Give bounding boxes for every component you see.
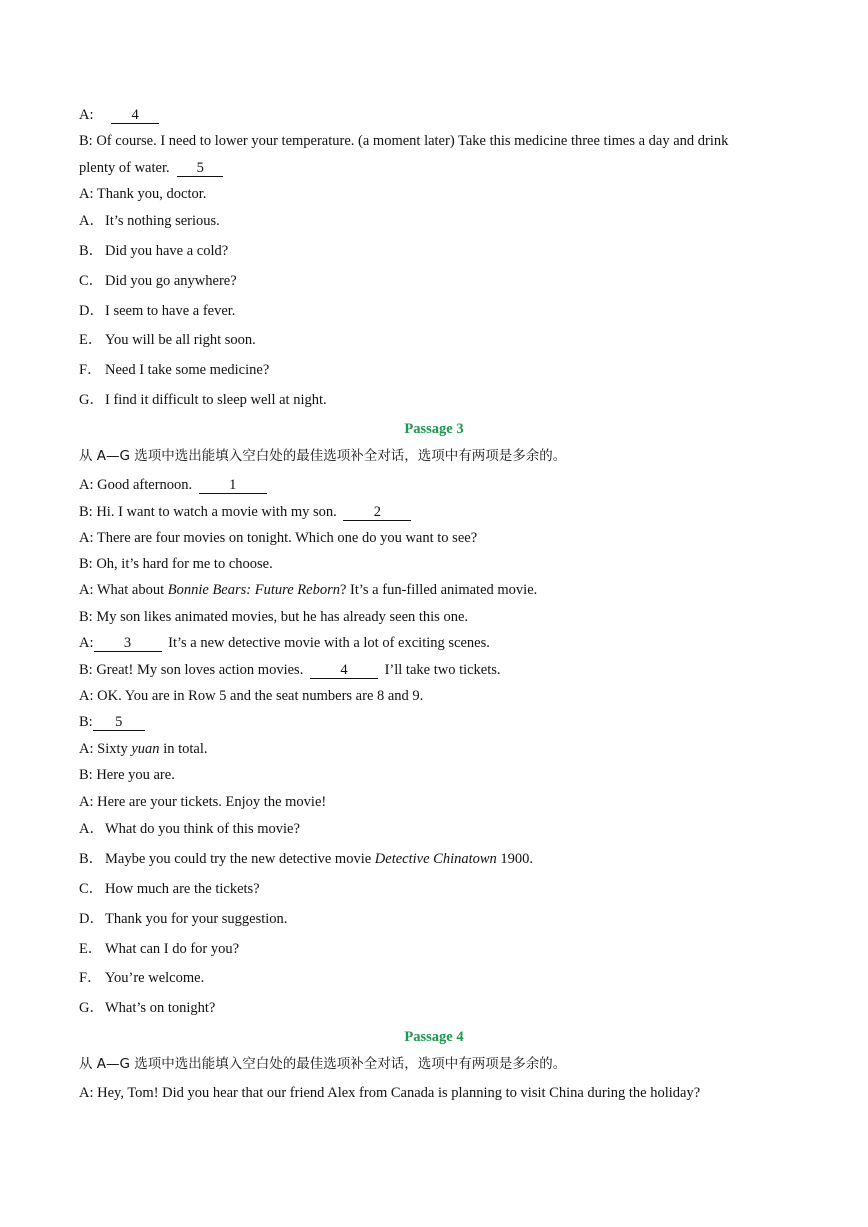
dialogue-text: Great! My son loves action movies. <box>96 662 304 678</box>
option-text: Did you have a cold? <box>105 243 229 259</box>
option-text: 1900. <box>500 851 534 867</box>
option-text: You’re welcome. <box>105 970 205 986</box>
option-item <box>79 272 237 290</box>
option-text: It’s nothing serious. <box>105 213 220 229</box>
option-letter: G． <box>79 1000 104 1016</box>
dialogue-line <box>79 793 326 811</box>
speaker: A: <box>79 635 94 651</box>
dialogue-text: Hey, Tom! Did you hear that our friend Alex from Canada is planning to visit China during the holiday? <box>97 1085 701 1101</box>
answer-blank[interactable]: 5 <box>177 161 223 177</box>
option-text: Thank you for your suggestion. <box>105 911 288 927</box>
option-text: I seem to have a fever. <box>105 303 236 319</box>
dialogue-line-b-2 <box>79 159 223 177</box>
dialogue-text: I’ll take two tickets. <box>384 662 501 678</box>
option-letter: D． <box>79 911 104 927</box>
option-text: What can I do for you? <box>105 941 240 957</box>
option-item <box>79 820 300 838</box>
dialogue-text: plenty of water. <box>79 160 170 176</box>
option-text: Did you go anywhere? <box>105 273 237 289</box>
speaker: A: <box>79 530 94 546</box>
dialogue-line <box>79 661 501 679</box>
dialogue-text: Of course. I need to lower your temperature. (a moment later) Take this medicine three times a day and drink <box>96 133 729 149</box>
dialogue-line <box>79 608 468 626</box>
passage-heading: Passage 4 <box>404 1029 464 1045</box>
option-item <box>79 391 327 409</box>
option-item <box>79 940 239 958</box>
dialogue-text: Here are your tickets. Enjoy the movie! <box>97 794 327 810</box>
answer-blank[interactable]: 2 <box>343 505 411 521</box>
option-item <box>79 850 533 868</box>
answer-blank[interactable]: 5 <box>93 715 145 731</box>
speaker: A: <box>79 582 94 598</box>
dialogue-line <box>79 529 477 547</box>
option-letter: F． <box>79 970 102 986</box>
dialogue-text: Sixty <box>97 741 128 757</box>
passage-heading: Passage 3 <box>404 421 464 437</box>
dialogue-text: Here you are. <box>96 767 175 783</box>
dialogue-text: My son likes animated movies, but he has already seen this one. <box>96 609 469 625</box>
option-text: Maybe you could try the new detective movie <box>105 851 372 867</box>
speaker: A: <box>79 107 94 123</box>
speaker: B: <box>79 662 93 678</box>
dialogue-line <box>79 687 423 705</box>
option-letter: A． <box>79 213 104 229</box>
option-text: What’s on tonight? <box>105 1000 216 1016</box>
dialogue-text: There are four movies on tonight. Which one do you want to see? <box>96 530 478 546</box>
option-item <box>79 361 269 379</box>
dialogue-line-a4 <box>79 106 159 124</box>
answer-blank[interactable]: 4 <box>111 108 159 124</box>
option-letter: F． <box>79 362 102 378</box>
option-item <box>79 302 235 320</box>
speaker: B: <box>79 609 93 625</box>
dialogue-text: in total. <box>163 741 208 757</box>
option-text: I find it difficult to sleep well at night. <box>105 392 327 408</box>
dialogue-text: Hi. I want to watch a movie with my son. <box>96 504 337 520</box>
option-text: Need I take some medicine? <box>105 362 270 378</box>
movie-title: Bonnie Bears: Future Reborn <box>167 582 340 598</box>
option-letter: C． <box>79 881 104 897</box>
dialogue-line <box>79 634 490 652</box>
dialogue-line <box>79 476 267 494</box>
dialogue-line <box>79 581 537 599</box>
speaker: A: <box>79 688 94 704</box>
dialogue-text: It’s a new detective movie with a lot of exciting scenes. <box>168 635 490 651</box>
speaker: A: <box>79 477 94 493</box>
option-letter: E． <box>79 941 103 957</box>
dialogue-line <box>79 503 411 521</box>
dialogue-text: Oh, it’s hard for me to choose. <box>96 556 273 572</box>
answer-blank[interactable]: 3 <box>94 636 162 652</box>
option-item <box>79 999 215 1017</box>
speaker: B: <box>79 556 93 572</box>
speaker: A: <box>79 794 94 810</box>
speaker: A: <box>79 1085 94 1101</box>
option-item <box>79 331 256 349</box>
option-item <box>79 880 260 898</box>
option-item <box>79 242 228 260</box>
option-letter: E． <box>79 332 103 348</box>
dialogue-text: ? It’s a fun-filled animated movie. <box>339 582 538 598</box>
dialogue-line-b-1 <box>79 132 728 150</box>
dialogue-line <box>79 713 145 731</box>
option-text: You will be all right soon. <box>105 332 256 348</box>
option-letter: C． <box>79 273 104 289</box>
speaker: B: <box>79 504 93 520</box>
answer-blank[interactable]: 1 <box>199 478 267 494</box>
dialogue-line <box>79 740 208 758</box>
dialogue-text: Good afternoon. <box>97 477 193 493</box>
instruction-text: 从 A—G 选项中选出能填入空白处的最佳选项补全对话，选项中有两项是多余的。 <box>79 1056 567 1072</box>
currency-word: yuan <box>131 741 160 757</box>
option-letter: B． <box>79 851 104 867</box>
movie-title: Detective Chinatown <box>374 851 497 867</box>
option-item <box>79 212 220 230</box>
option-item <box>79 910 287 928</box>
speaker: B: <box>79 714 93 730</box>
speaker: B: <box>79 133 93 149</box>
option-text: What do you think of this movie? <box>105 821 300 837</box>
speaker: A: <box>79 741 94 757</box>
option-letter: B． <box>79 243 104 259</box>
option-letter: A． <box>79 821 104 837</box>
option-letter: G． <box>79 392 104 408</box>
dialogue-text: OK. You are in Row 5 and the seat numbers are 8 and 9. <box>97 688 424 704</box>
option-text: How much are the tickets? <box>105 881 260 897</box>
speaker: B: <box>79 767 93 783</box>
option-item <box>79 969 204 987</box>
dialogue-line <box>79 766 175 784</box>
dialogue-text: Thank you, doctor. <box>96 186 207 202</box>
speaker: A: <box>79 186 94 202</box>
instruction-text: 从 A—G 选项中选出能填入空白处的最佳选项补全对话，选项中有两项是多余的。 <box>79 448 567 464</box>
answer-blank[interactable]: 4 <box>310 663 378 679</box>
dialogue-line-a-end <box>79 185 206 203</box>
option-letter: D． <box>79 303 104 319</box>
dialogue-text: What about <box>96 582 165 598</box>
dialogue-line <box>79 555 273 573</box>
dialogue-line <box>79 1084 700 1102</box>
